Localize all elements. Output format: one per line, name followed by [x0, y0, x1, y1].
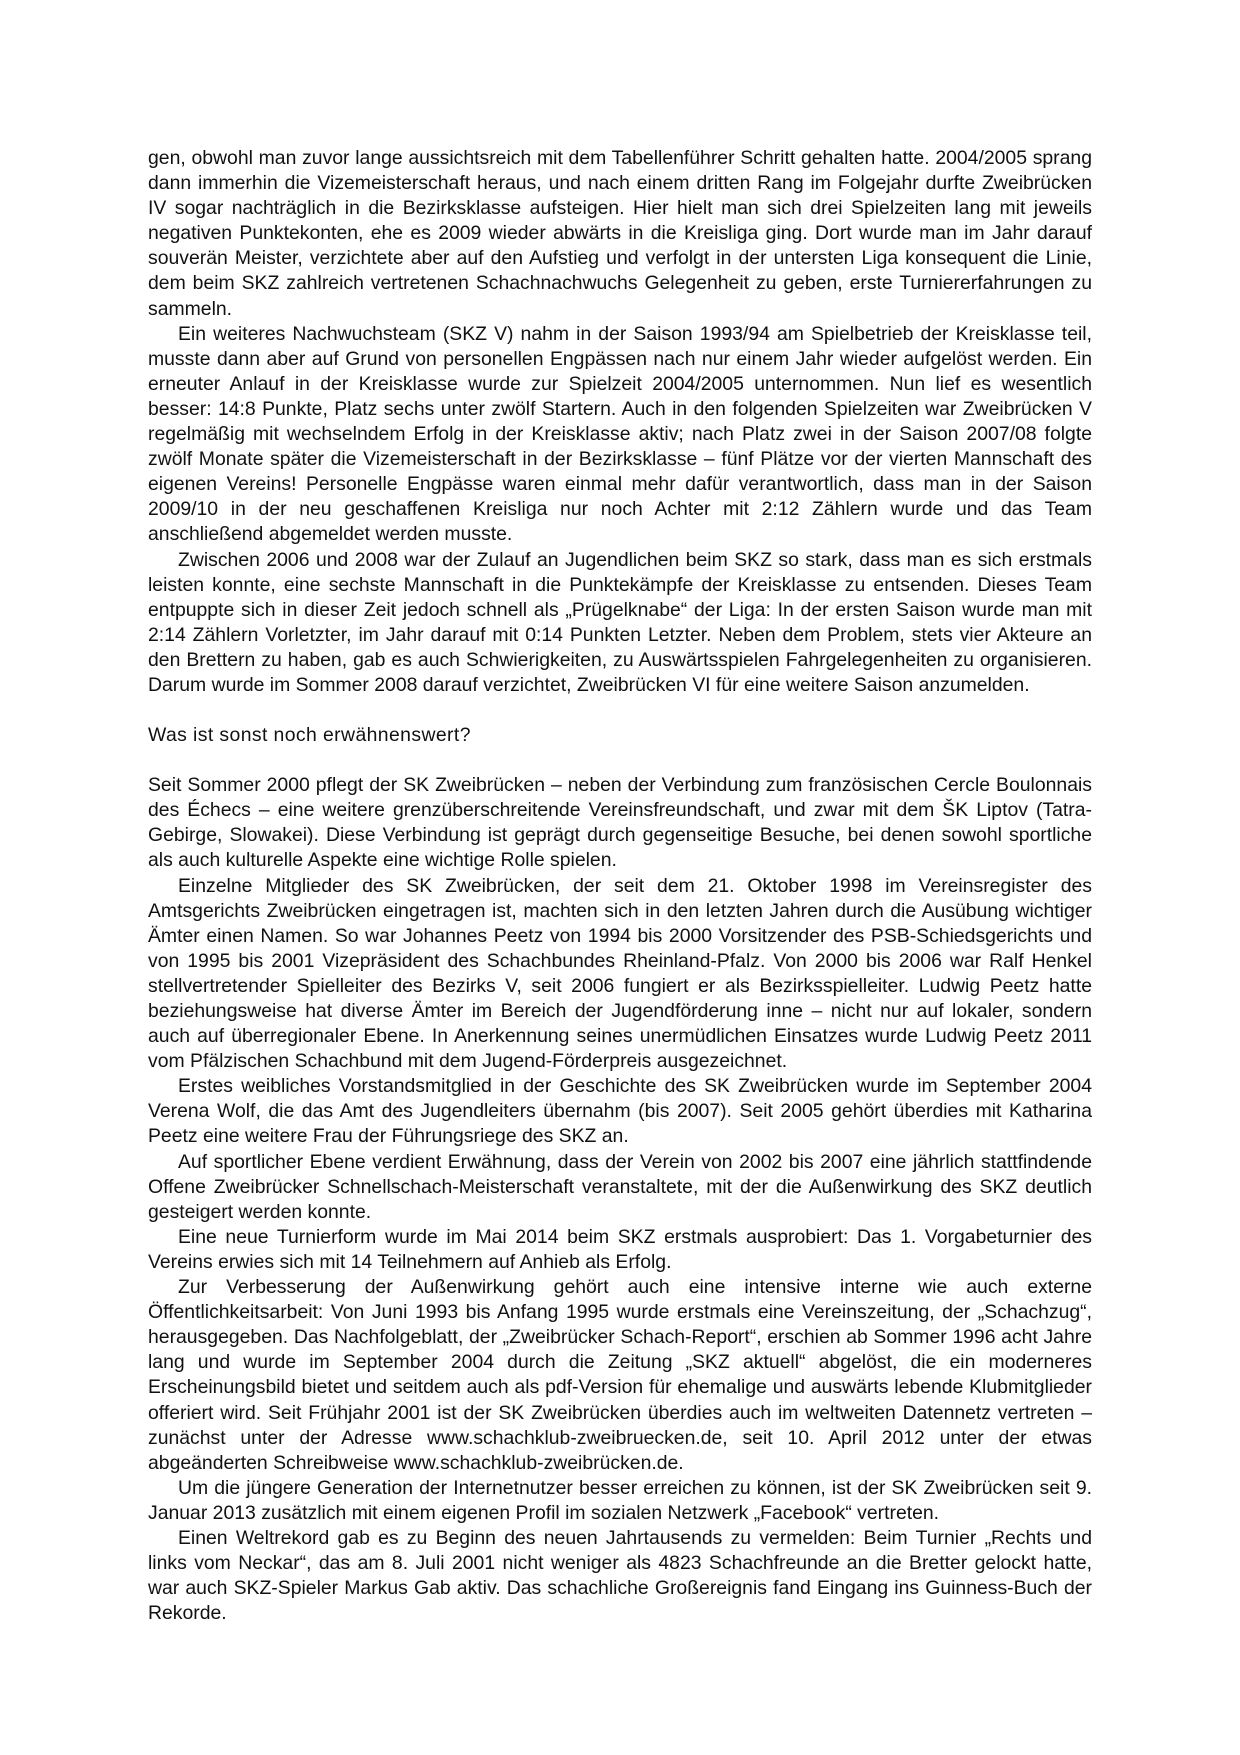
paragraph-rapid-chess: Auf sportlicher Ebene verdient Erwähnung, dass der Verein von 2002 bis 2007 eine jährlich stattfindende Offene Zweibrücker Schnellschach-Meisterschaft veranstaltete, mit der die Außenwirkung des SKZ deutlich gesteigert werden konnte.	[148, 1150, 1092, 1223]
section-teams	[148, 146, 1092, 698]
paragraph-women: Erstes weibliches Vorstandsmitglied in der Geschichte des SK Zweibrücken wurde im September 2004 Verena Wolf, die das Amt des Jugendleiters übernahm (bis 2007). Seit 2005 gehört überdies mit Katharina Peetz eine weitere Frau der Führungsriege des SKZ an.	[148, 1075, 1092, 1148]
section-misc	[148, 773, 1092, 1626]
paragraph-facebook: Um die jüngere Generation der Internetnutzer besser erreichen zu können, ist der SK Zweibrücken seit 9. Januar 2013 zusätzlich mit einem eigenen Profil im sozialen Netzwerk „Facebook“ vertreten.	[148, 1476, 1092, 1524]
paragraph-public-relations: Zur Verbesserung der Außenwirkung gehört auch eine intensive interne wie auch externe Öffentlichkeitsarbeit: Von Juni 1993 bis Anfang 1995 wurde erstmals eine Vereinszeitung, der „Schachzug“, herausgegeben. Das Nachfolgeblatt, der „Zweibrücker Schach-Report“, erschien ab Sommer 1996 acht Jahre lang und wurde im September 2004 durch die Zeitung „SKZ aktuell“ abgelöst, die ein moderneres Erscheinungsbild bietet und seitdem auch als pdf-Version für ehemalige und auswärts lebende Klubmitglieder offeriert wird. Seit Frühjahr 2001 ist der SK Zweibrücken überdies auch im weltweiten Datennetz vertreten – zunächst unter der Adresse www.schachklub-zweibruecken.de, seit 10. April 2012 unter der etwas abgeänderten Schreibweise www.schachklub-zweibrücken.de.	[148, 1276, 1092, 1474]
paragraph-offices: Einzelne Mitglieder des SK Zweibrücken, der seit dem 21. Oktober 1998 im Vereinsregister des Amtsgerichts Zweibrücken eingetragen ist, machten sich in den letzten Jahren durch die Ausübung wichtiger Ämter einen Namen. So war Johannes Peetz von 1994 bis 2000 Vorsitzender des PSB-Schiedsgerichts und von 1995 bis 2001 Vizepräsident des Schachbundes Rheinland-Pfalz. Von 2000 bis 2006 war Ralf Henkel stellvertretender Spielleiter des Bezirks V, seit 2006 fungiert er als Bezirksspielleiter. Ludwig Peetz hatte beziehungsweise hat diverse Ämter im Bereich der Jugendförderung inne – nicht nur auf lokaler, sondern auch auf überregionaler Ebene. In Anerkennung seines unermüdlichen Einsatzes wurde Ludwig Peetz 2011 vom Pfälzischen Schachbund mit dem Jugend-Förderpreis ausgezeichnet.	[148, 874, 1092, 1073]
paragraph-partnership: Seit Sommer 2000 pflegt der SK Zweibrücken – neben der Verbindung zum französischen Cercle Boulonnais des Échecs – eine weitere grenzüberschreitende Vereinsfreundschaft, und zwar mit dem ŠK Liptov (Tatra-Gebirge, Slowakei). Diese Verbindung ist geprägt durch gegenseitige Besuche, bei denen sowohl sportliche als auch kulturelle Aspekte eine wichtige Rolle spielen.	[148, 774, 1092, 872]
paragraph-handicap-tournament: Eine neue Turnierform wurde im Mai 2014 beim SKZ erstmals ausprobiert: Das 1. Vorgabeturnier des Vereins erwies sich mit 14 Teilnehmern auf Anhieb als Erfolg.	[148, 1225, 1092, 1273]
paragraph-skz-v: Ein weiteres Nachwuchsteam (SKZ V) nahm in der Saison 1993/94 am Spielbetrieb der Kreisklasse teil, musste dann aber auf Grund von personellen Engpässen nach nur einem Jahr wieder aufgelöst werden. Ein erneuter Anlauf in der Kreisklasse wurde zur Spielzeit 2004/2005 unternommen. Nun lief es wesentlich besser: 14:8 Punkte, Platz sechs unter zwölf Startern. Auch in den folgenden Spielzeiten war Zweibrücken V regelmäßig mit wechselndem Erfolg in der Kreisklasse aktiv; nach Platz zwei in der Saison 2007/08 folgte zwölf Monate später die Vizemeisterschaft in der Bezirksklasse – fünf Plätze vor der vierten Mannschaft des eigenen Vereins! Personelle Engpässe waren einmal mehr dafür verantwortlich, dass man in der Saison 2009/10 in der neu geschaffenen Kreisliga nur noch Achter mit 2:12 Zählern wurde und das Team anschließend abgemeldet werden musste.	[148, 322, 1092, 546]
paragraph-skz-vi: Zwischen 2006 und 2008 war der Zulauf an Jugendlichen beim SKZ so stark, dass man es sich erstmals leisten konnte, eine sechste Mannschaft in die Punktekämpfe der Kreisklasse zu entsenden. Dieses Team entpuppte sich in dieser Zeit jedoch schnell als „Prügelknabe“ der Liga: In der ersten Saison wurde man mit 2:14 Zählern Vorletzter, im Jahr darauf mit 0:14 Punkten Letzter. Neben dem Problem, stets vier Akteure an den Brettern zu haben, gab es auch Schwierigkeiten, zu Auswärtsspielen Fahrgelegenheiten zu organisieren. Darum wurde im Sommer 2008 darauf verzichtet, Zweibrücken VI für eine weitere Saison anzumelden.	[148, 548, 1092, 696]
section-heading: Was ist sonst noch erwähnenswert?	[148, 724, 471, 747]
paragraph-world-record: Einen Weltrekord gab es zu Beginn des neuen Jahrtausends zu vermelden: Beim Turnier „Rechts und links vom Neckar“, das am 8. Juli 2001 nicht weniger als 4823 Schachfreunde an die Bretter gelockt hatte, war auch SKZ-Spieler Markus Gab aktiv. Das schachliche Großereignis fand Eingang ins Guinness-Buch der Rekorde.	[148, 1526, 1092, 1625]
document-page	[148, 146, 1092, 1626]
paragraph-continuation: gen, obwohl man zuvor lange aussichtsreich mit dem Tabellenführer Schritt gehalten hatte. 2004/2005 sprang dann immerhin die Vizemeisterschaft heraus, und nach einem dritten Rang im Folgejahr durfte Zweibrücken IV sogar nachträglich in die Bezirksklasse aufsteigen. Hier hielt man sich drei Spielzeiten lang mit jeweils negativen Punktekonten, ehe es 2009 wieder abwärts in die Kreisliga ging. Dort wurde man im Jahr darauf souverän Meister, verzichtete aber auf den Aufstieg und verfolgt in der untersten Liga konsequent die Linie, dem beim SKZ zahlreich vertretenen Schachnachwuchs Gelegenheit zu geben, erste Turniererfahrungen zu sammeln.	[148, 147, 1092, 320]
